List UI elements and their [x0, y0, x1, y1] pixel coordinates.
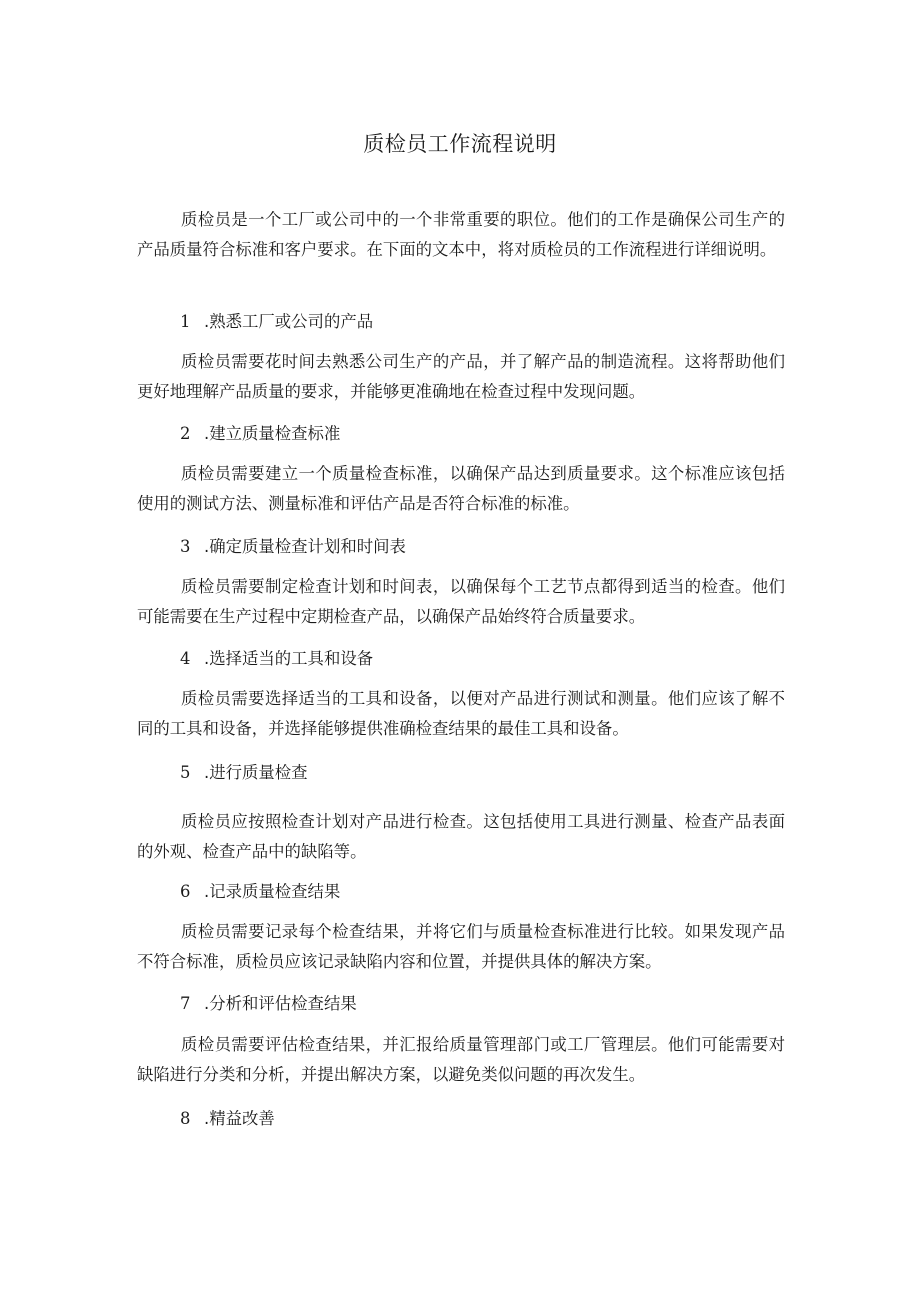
section-number: 2: [180, 424, 191, 443]
section-number: 7: [180, 994, 191, 1013]
section-body-2: 质检员需要建立一个质量检查标准，以确保产品达到质量要求。这个标准应该包括使用的测试方法、测量标准和评估产品是否符合标准的标准。: [137, 464, 785, 513]
section-title: .进行质量检查: [204, 763, 308, 782]
section-number: 8: [180, 1109, 191, 1128]
section-number: 1: [180, 312, 191, 331]
intro-paragraph: 质检员是一个工厂或公司中的一个非常重要的职位。他们的工作是确保公司生产的产品质量符合标准和客户要求。在下面的文本中，将对质检员的工作流程进行详细说明。: [137, 210, 785, 259]
section-body-4: 质检员需要选择适当的工具和设备，以便对产品进行测试和测量。他们应该了解不同的工具和设备，并选择能够提供准确检查结果的最佳工具和设备。: [137, 689, 785, 738]
section-body-1: 质检员需要花时间去熟悉公司生产的产品，并了解产品的制造流程。这将帮助他们更好地理解产品质量的要求，并能够更准确地在检查过程中发现问题。: [137, 352, 785, 401]
section-heading-5: [180, 760, 308, 786]
section-heading-8: [180, 1106, 275, 1132]
section-heading-6: [180, 879, 340, 905]
section-heading-7: [180, 991, 357, 1017]
section-title: .分析和评估检查结果: [204, 994, 357, 1013]
section-heading-2: [180, 421, 340, 447]
section-title: .选择适当的工具和设备: [204, 649, 374, 668]
section-heading-4: [180, 646, 373, 672]
section-body-7: 质检员需要评估检查结果，并汇报给质量管理部门或工厂管理层。他们可能需要对缺陷进行分类和分析，并提出解决方案，以避免类似问题的再次发生。: [137, 1035, 785, 1084]
section-title: .熟悉工厂或公司的产品: [204, 312, 374, 331]
page-title: 质检员工作流程说明: [363, 132, 557, 156]
section-title: .建立质量检查标准: [204, 424, 341, 443]
section-title: .确定质量检查计划和时间表: [204, 537, 406, 556]
section-number: 5: [180, 763, 191, 782]
section-number: 4: [180, 649, 191, 668]
section-body-3: 质检员需要制定检查计划和时间表，以确保每个工艺节点都得到适当的检查。他们可能需要在生产过程中定期检查产品，以确保产品始终符合质量要求。: [137, 577, 785, 626]
section-heading-3: [180, 534, 406, 560]
section-number: 6: [180, 882, 191, 901]
section-title: .记录质量检查结果: [204, 882, 341, 901]
section-title: .精益改善: [204, 1109, 275, 1128]
section-heading-1: [180, 309, 373, 335]
section-body-6: 质检员需要记录每个检查结果，并将它们与质量检查标准进行比较。如果发现产品不符合标准，质检员应该记录缺陷内容和位置，并提供具体的解决方案。: [137, 922, 785, 971]
section-number: 3: [180, 537, 191, 556]
section-body-5: 质检员应按照检查计划对产品进行检查。这包括使用工具进行测量、检查产品表面的外观、检查产品中的缺陷等。: [137, 812, 785, 861]
